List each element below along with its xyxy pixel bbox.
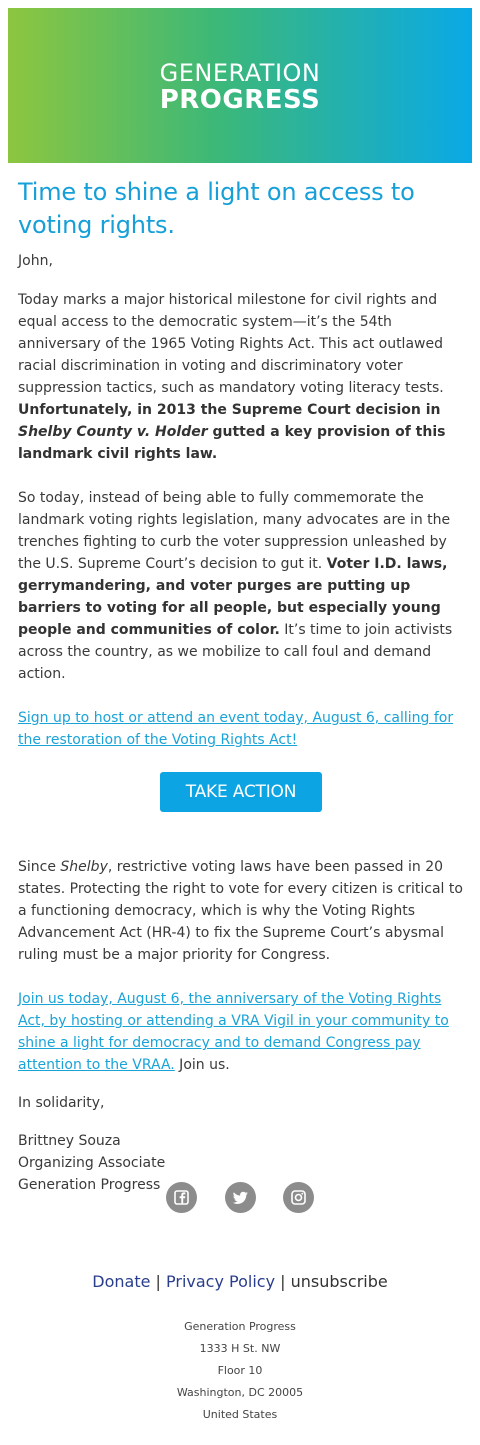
address-country: United States [202,1408,278,1421]
address-city: Washington, DC 20005 [176,1386,304,1399]
paragraph-shelby [18,856,464,966]
paragraph-intro-text: Today marks a major historical milestone for civil rights and equal access to the democratic system—it’s the 54th anniversary of the 1965 Voting Rights Act. This act outlawed racial discrimination in voting and discriminatory voter suppression tactics, such as mandatory voting literacy tests. [18,292,444,396]
paragraph-suppression-text-1: So today, instead of being able to fully commemorate the landmark voting rights legislation, many advocates are in the trenches fighting to curb the voter suppression unleashed by the U.S. Supreme Court’s decision to gut it. [18,490,451,572]
logo-line-generation: GENERATION [159,59,321,87]
take-action-button[interactable]: TAKE ACTION [160,772,322,812]
closing: In solidarity, [18,1095,105,1111]
unsubscribe-link[interactable]: unsubscribe [290,1272,388,1291]
paragraph-suppression-bold: Voter I.D. laws, gerrymandering, and voter purges are putting up barriers to voting for all people, but especially young people and communities of color. [18,556,448,638]
privacy-policy-link[interactable]: Privacy Policy [166,1272,276,1291]
signup-link[interactable]: Sign up to host or attend an event today, August 6, calling for the restoration of the Voting Rights Act! [18,710,454,748]
generation-progress-logo[interactable] [8,60,472,114]
donate-link[interactable]: Donate [92,1272,151,1291]
signature-name: Brittney Souza [18,1133,121,1149]
instagram-icon[interactable] [283,1182,314,1213]
vigil-link[interactable]: Join us today, August 6, the anniversary of the Voting Rights Act, by hosting or attending a VRA Vigil in your community to shine a light for democracy and to demand Congress pay attention to the VRAA. [18,991,449,1073]
paragraph-vigil [18,988,464,1076]
paragraph-shelby-text-1: Since [18,859,61,875]
address-org: Generation Progress [184,1320,296,1333]
address-floor: Floor 10 [217,1364,263,1377]
twitter-icon[interactable] [225,1182,256,1213]
footer-address [0,1316,480,1426]
signup-paragraph [18,707,464,751]
address-street: 1333 H St. NW [199,1342,281,1355]
paragraph-intro [18,289,464,465]
logo-line-progress: PROGRESS [159,85,321,115]
join-us-text: Join us. [174,1057,230,1073]
button-row [18,772,464,812]
case-name: Shelby County v. Holder [18,424,208,440]
footer-separator: | [280,1272,286,1291]
greeting: John, [18,253,53,269]
paragraph-intro-bold-2: gutted a key provision of this landmark civil rights law. [18,424,446,462]
footer-links [0,1271,480,1293]
social-icons [0,1182,480,1213]
paragraph-shelby-text-2: , restrictive voting laws have been passed in 20 states. Protecting the right to vote for every citizen is critical to a functioning democracy, which is why the Voting Rights Advancement Act (HR-4) to fix the Supreme Court’s abysmal ruling must be a major priority for Congress. [18,859,463,963]
email-headline: Time to shine a light on access to voting rights. [18,178,415,239]
paragraph-intro-bold-1: Unfortunately, in 2013 the Supreme Court decision in [18,402,441,418]
facebook-icon[interactable] [166,1182,197,1213]
signature-org: Generation Progress [18,1177,161,1193]
paragraph-suppression-text-2: It’s time to join activists across the country, as we mobilize to call foul and demand action. [18,622,453,682]
paragraph-suppression [18,487,464,685]
paragraph-shelby-italic: Shelby [60,859,108,875]
footer-separator: | [155,1272,161,1291]
header-banner [8,8,472,163]
email-body [18,176,464,1196]
signature-title: Organizing Associate [18,1155,166,1171]
paragraph-intro-bold [18,402,445,462]
